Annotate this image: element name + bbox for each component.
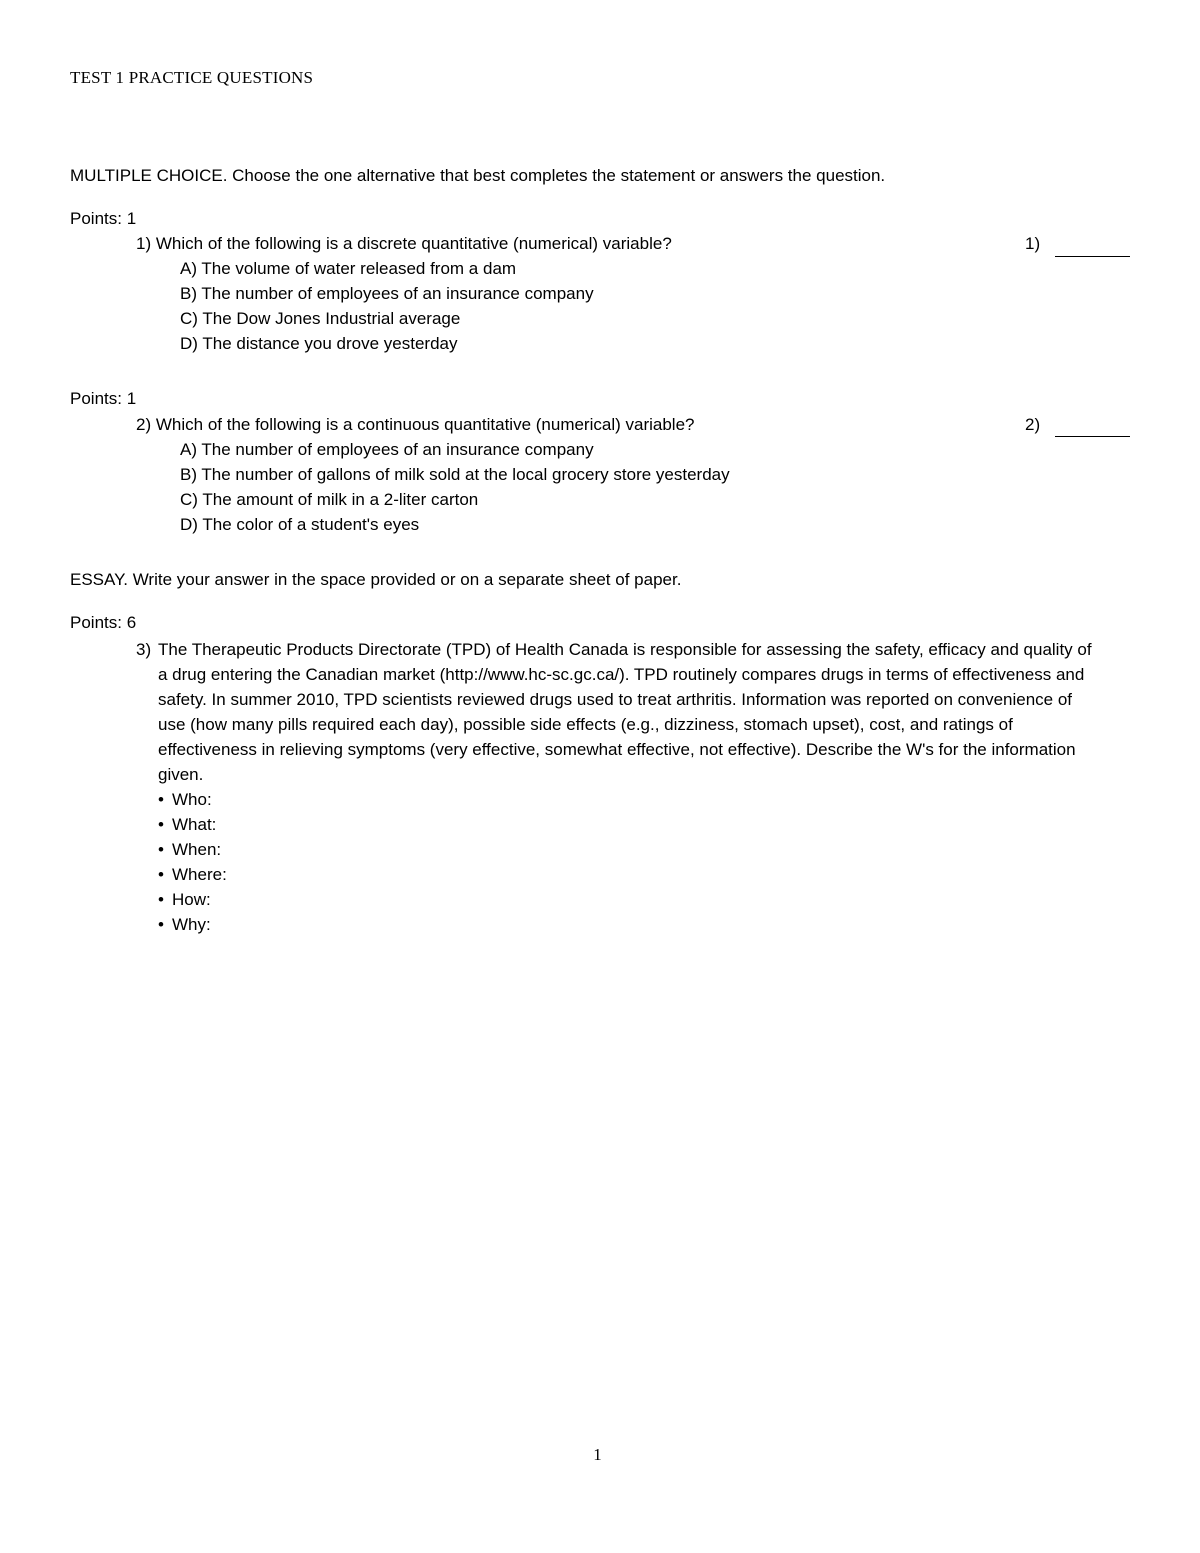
question-2-points: Points: 1 [70,389,137,408]
question-1-option-b: B) The number of employees of an insurance company [180,284,594,303]
question-3-ws-list [158,787,1096,937]
essay-header: ESSAY. Write your answer in the space provided or on a separate sheet of paper. [70,570,682,589]
document-title: TEST 1 PRACTICE QUESTIONS [70,68,314,87]
question-1-prompt: Which of the following is a discrete quantitative (numerical) variable? [155,234,672,253]
ws-item-why [158,912,1096,937]
question-2-options [180,437,730,537]
question-3-number: 3) [136,640,152,659]
ws-item-label: When: [172,840,222,859]
bullet-icon: • [158,790,164,809]
ws-item-label: What: [172,815,217,834]
question-3 [136,637,1096,937]
question-3-points: Points: 6 [70,613,137,632]
ws-item-what [158,812,1096,837]
question-1-option-c: C) The Dow Jones Industrial average [180,309,461,328]
page-number: 1 [593,1445,602,1464]
question-1-answer-blank[interactable] [1055,256,1130,257]
ws-item-how [158,887,1096,912]
question-2-option-a: A) The number of employees of an insurance company [180,440,594,459]
ws-item-label: Who: [172,790,212,809]
question-1-option-d: D) The distance you drove yesterday [180,334,458,353]
question-2-answer-blank[interactable] [1055,436,1130,437]
multiple-choice-header: MULTIPLE CHOICE. Choose the one alternative that best completes the statement or answers the question. [70,166,886,185]
question-1-number: 1) [136,234,152,253]
ws-item-label: How: [172,890,211,909]
bullet-icon: • [158,890,164,909]
question-2-option-c: C) The amount of milk in a 2-liter carton [180,490,479,509]
question-1-answer-label: 1) [1025,234,1041,253]
question-1-option-a: A) The volume of water released from a dam [180,259,517,278]
bullet-icon: • [158,815,164,834]
question-1-points: Points: 1 [70,209,137,228]
question-2-option-b: B) The number of gallons of milk sold at the local grocery store yesterday [180,465,730,484]
question-3-body [158,637,1096,937]
question-3-prompt: The Therapeutic Products Directorate (TPD) of Health Canada is responsible for assessing the safety, efficacy and quality of a drug entering the Canadian market (http://www.hc-sc.gc.ca/). TPD routinely compares drugs in terms of effectiveness and safety. In summer 2010, TPD scientists reviewed drugs used to treat arthritis. Information was reported on convenience of use (how many pills required each day), possible side effects (e.g., dizziness, stomach upset), cost, and ratings of effectiveness in relieving symptoms (very effective, somewhat effective, not effective). Describe the W's for the information given. [158,640,1092,784]
bullet-icon: • [158,915,164,934]
ws-item-who [158,787,1096,812]
question-2-number: 2) [136,415,152,434]
bullet-icon: • [158,840,164,859]
question-1-options [180,256,594,356]
ws-item-label: Why: [172,915,211,934]
question-2-option-d: D) The color of a student's eyes [180,515,420,534]
ws-item-when [158,837,1096,862]
question-2-text [136,412,694,437]
ws-item-label: Where: [172,865,227,884]
question-1-text [136,231,672,256]
question-2-prompt: Which of the following is a continuous quantitative (numerical) variable? [155,415,695,434]
bullet-icon: • [158,865,164,884]
question-2-answer-label: 2) [1025,415,1041,434]
ws-item-where [158,862,1096,887]
